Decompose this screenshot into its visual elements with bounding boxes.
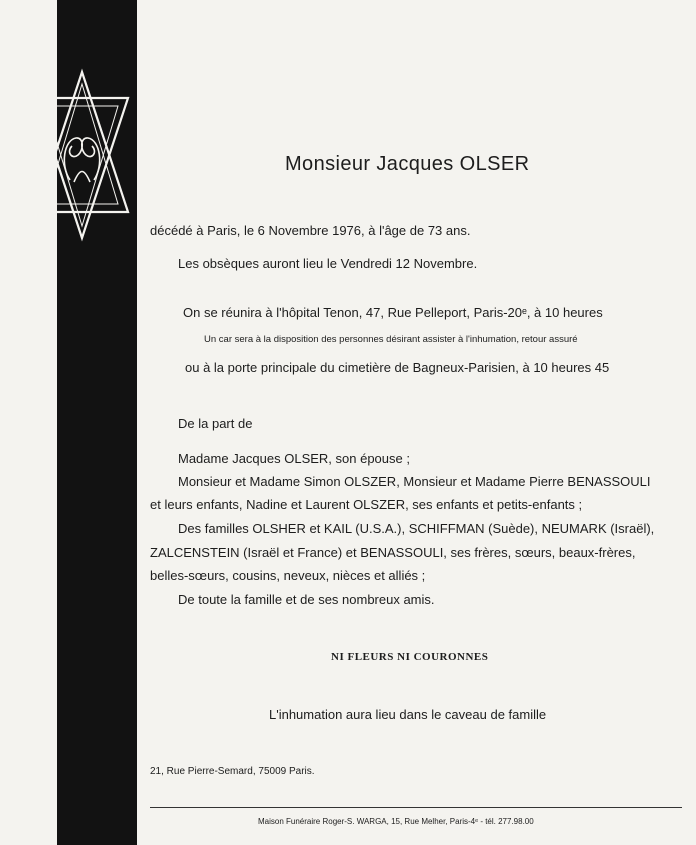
no-flowers-notice: NI FLEURS NI COURONNES: [331, 651, 489, 663]
family-address: 21, Rue Pierre-Semard, 75009 Paris.: [150, 766, 315, 777]
family-line: ZALCENSTEIN (Israël et France) et BENASSOULI, ses frères, sœurs, beaux-frères,: [150, 545, 636, 560]
bus-note: Un car sera à la disposition des personnes désirant assister à l'inhumation, retour assuré: [204, 334, 578, 345]
family-line: belles-sœurs, cousins, neveux, nièces et alliés ;: [150, 568, 426, 583]
family-line: Monsieur et Madame Simon OLSZER, Monsieur et Madame Pierre BENASSOULI: [178, 474, 651, 489]
family-line: Des familles OLSHER et KAIL (U.S.A.), SCHIFFMAN (Suède), NEUMARK (Israël),: [178, 521, 655, 536]
star-of-david-icon: [32, 60, 132, 250]
funeral-line: Les obsèques auront lieu le Vendredi 12 Novembre.: [178, 256, 478, 271]
family-line: Madame Jacques OLSER, son épouse ;: [178, 451, 410, 466]
funeral-home-footer: Maison Funéraire Roger-S. WARGA, 15, Rue Melher, Paris-4ᵉ - tél. 277.98.00: [258, 817, 534, 826]
death-line: décédé à Paris, le 6 Novembre 1976, à l'âge de 73 ans.: [150, 223, 471, 238]
family-line: et leurs enfants, Nadine et Laurent OLSZER, ses enfants et petits-enfants ;: [150, 497, 583, 512]
family-intro: De la part de: [178, 416, 253, 431]
family-line: De toute la famille et de ses nombreux amis.: [178, 592, 435, 607]
deceased-name: Monsieur Jacques OLSER: [285, 153, 530, 175]
burial-notice: L'inhumation aura lieu dans le caveau de famille: [269, 707, 547, 722]
meeting-line: On se réunira à l'hôpital Tenon, 47, Rue Pelleport, Paris-20ᵉ, à 10 heures: [183, 305, 603, 320]
cemetery-line: ou à la porte principale du cimetière de Bagneux-Parisien, à 10 heures 45: [185, 360, 610, 375]
footer-divider: [150, 807, 682, 808]
